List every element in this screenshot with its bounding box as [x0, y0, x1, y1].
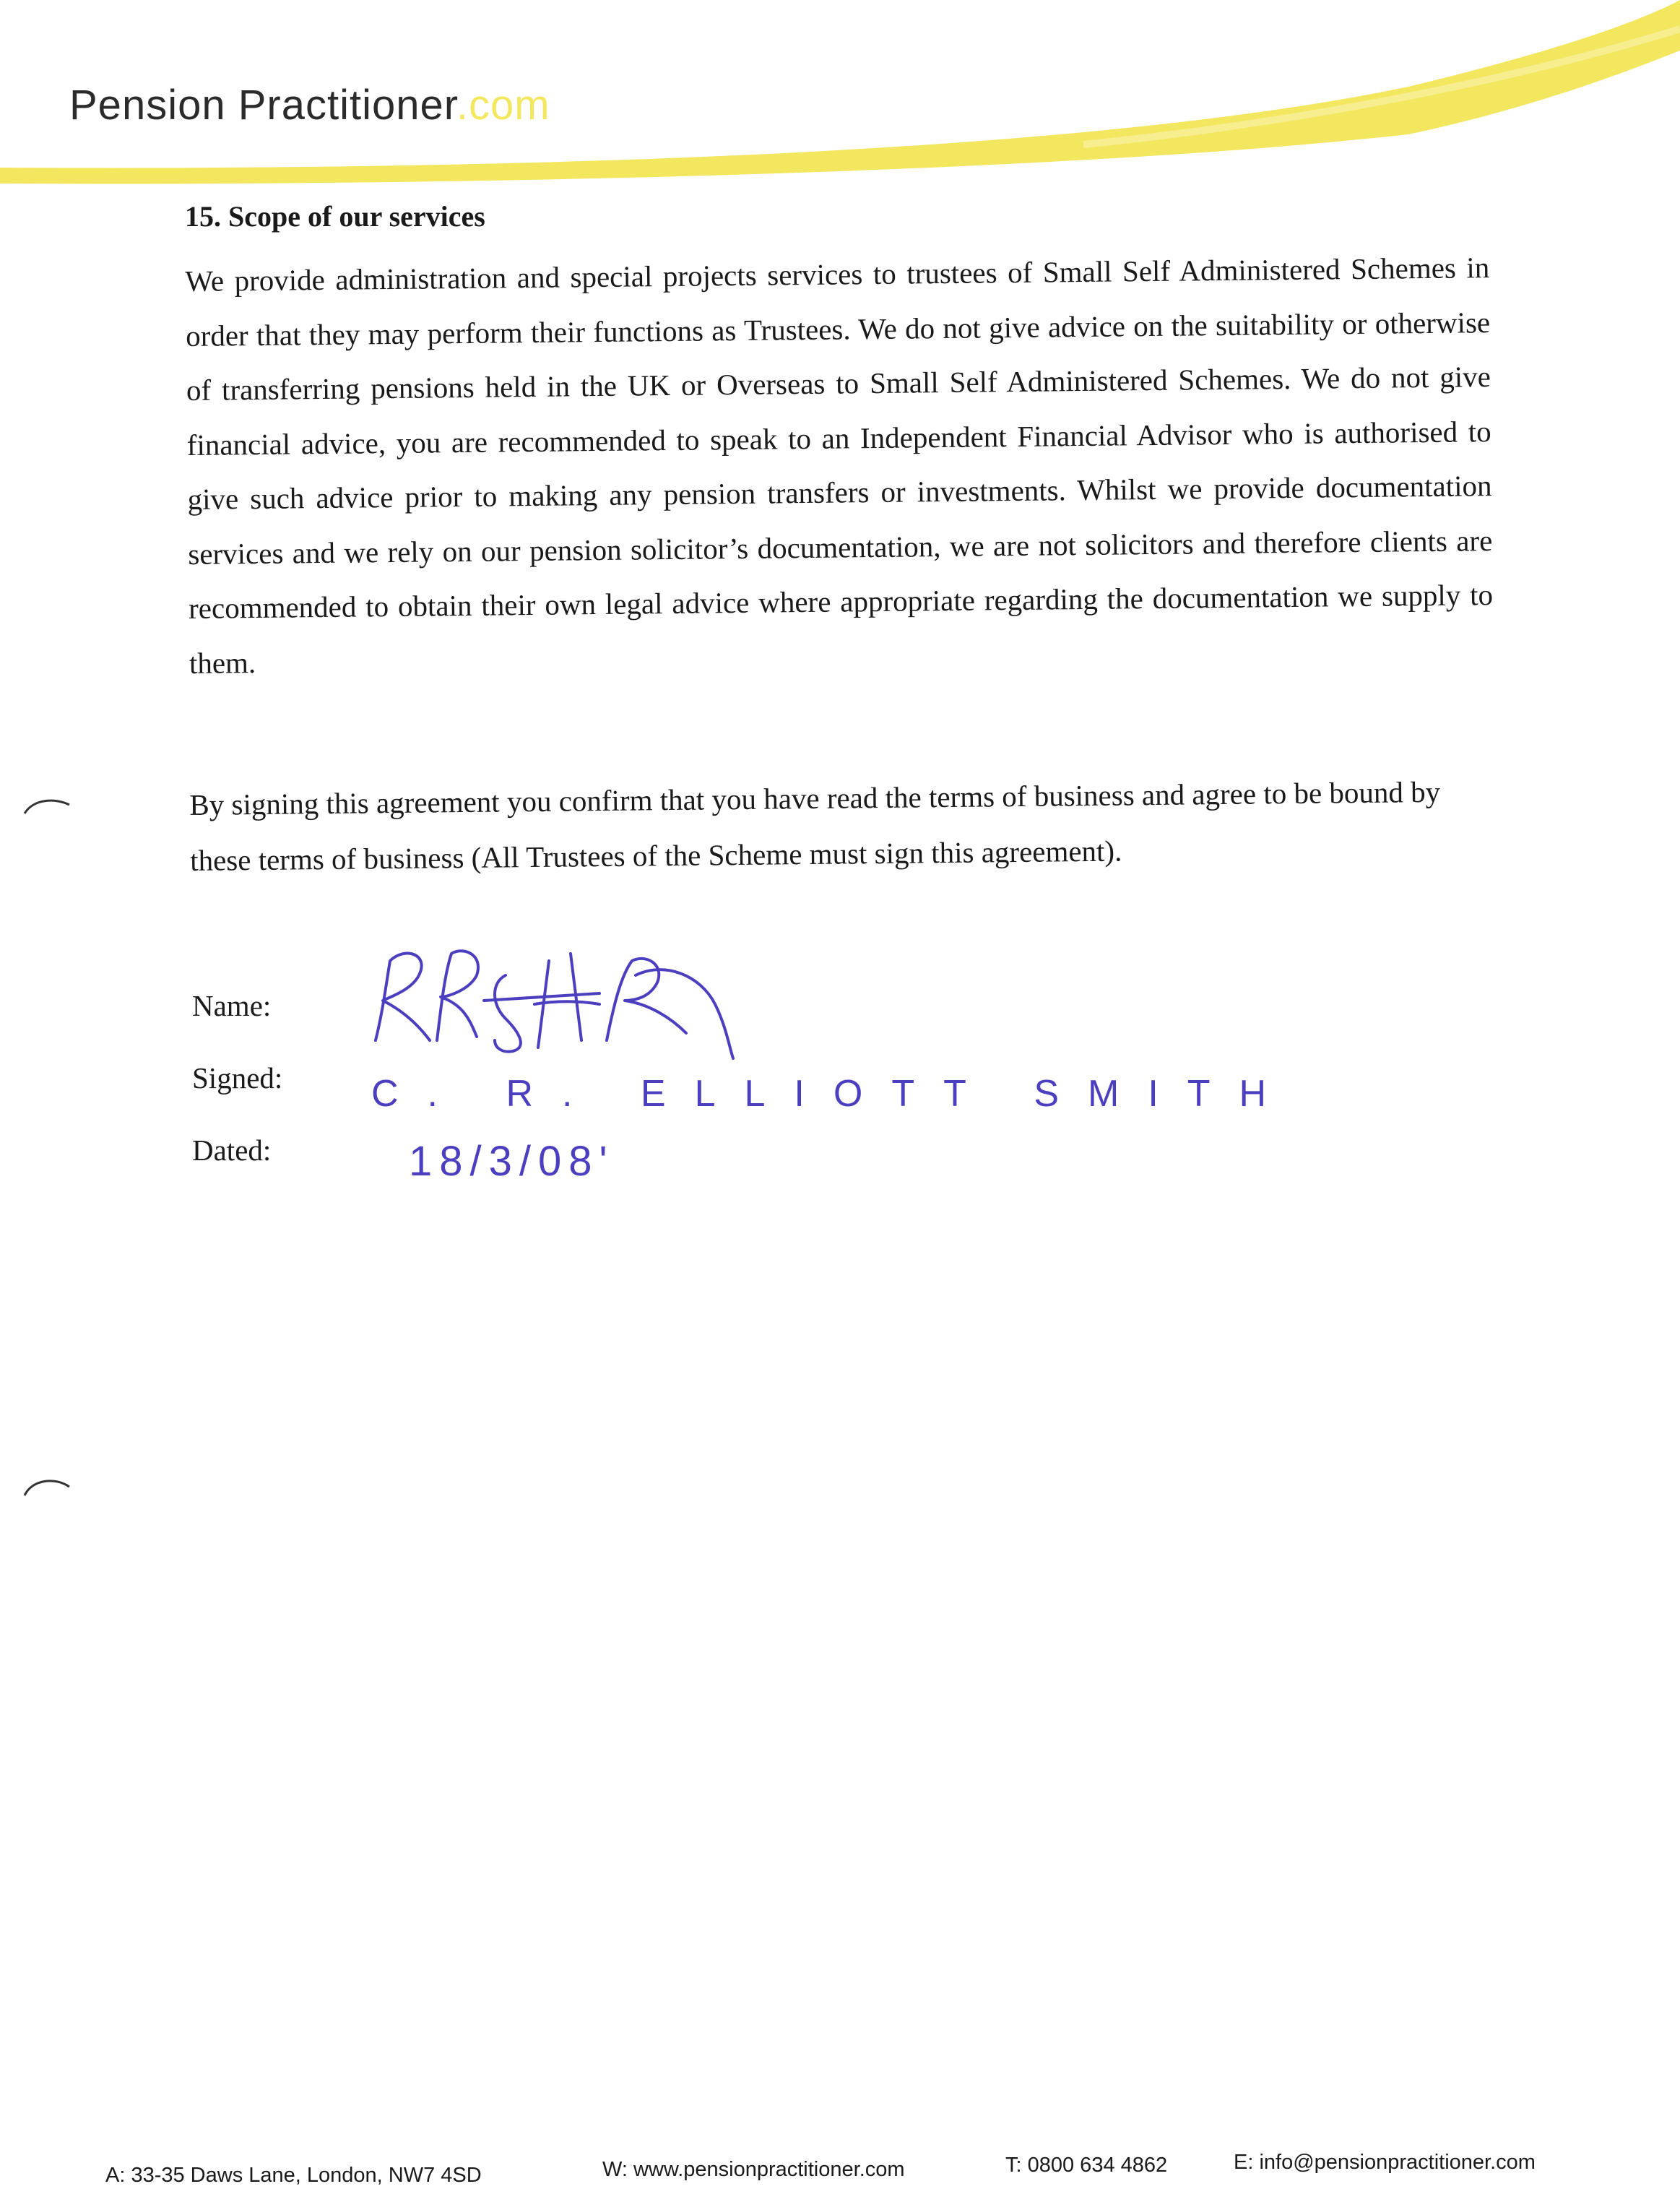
footer-website: W: www.pensionpractitioner.com: [602, 2158, 905, 2181]
logo-main-text: Pension Practitioner: [69, 82, 456, 129]
signed-label: Signed:: [192, 1061, 283, 1094]
footer: [0, 2151, 1680, 2187]
handwritten-date: 18/3/08': [409, 1138, 615, 1185]
scope-paragraph: We provide administration and special projects services to trustees of Small Self Administered Schemes in order that they may perform their functions as Trustees. We do not give advice on the suitability or otherwise of transferring pensions held in the UK or Overseas to Small Self Administered Schemes. We do not give financial advice, you are recommended to speak to an Independent Financial Advisor who is authorised to give such advice prior to making any pension transfers or investments. Whilst we provide documentation services and we rely on our pension solicitor’s documentation, we are not solicitors and therefore clients are recommended to obtain their own legal advice where appropriate regarding the documentation we supply to them.: [185, 251, 1494, 680]
footer-email: E: info@pensionpractitioner.com: [1234, 2151, 1536, 2174]
footer-telephone: T: 0800 634 4862: [1005, 2154, 1168, 2177]
section-heading: 15. Scope of our services: [185, 200, 485, 233]
punch-hole-mark: [22, 795, 72, 816]
handwritten-name: C. R. ELLIOTT SMITH: [371, 1073, 1296, 1115]
punch-hole-mark: [22, 1475, 72, 1497]
logo-suffix-text: .com: [456, 82, 550, 129]
confirmation-paragraph: By signing this agreement you confirm that you have read the terms of business and agree to be bound by these terms of business (All Trustees of the Scheme must sign this agreement).: [189, 774, 1441, 877]
signature: [361, 932, 794, 1062]
company-logo: [69, 81, 550, 129]
footer-address: A: 33-35 Daws Lane, London, NW7 4SD: [105, 2164, 482, 2187]
dated-label: Dated:: [192, 1134, 272, 1167]
name-label: Name:: [192, 989, 272, 1022]
